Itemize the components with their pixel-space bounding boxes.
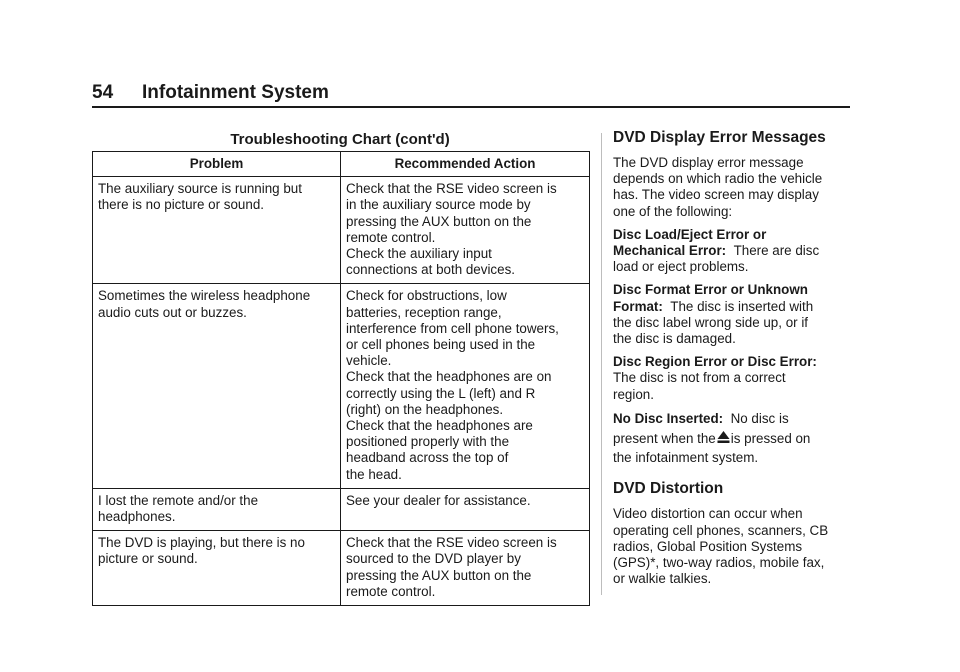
text-line: headphones.: [98, 509, 176, 525]
error-desc: the disc label wrong side up, or if: [613, 314, 809, 330]
text-line: or cell phones being used in the: [346, 337, 536, 353]
text-line: picture or sound.: [98, 551, 198, 567]
text-line: in the auxiliary source mode by: [346, 197, 531, 213]
eject-icon: [717, 430, 730, 449]
table-header-row: [93, 152, 590, 177]
text-line: audio cuts out or buzzes.: [98, 304, 247, 320]
text-line: positioned properly with the: [346, 434, 510, 450]
error-term: Disc Format Error or Unknown: [613, 282, 808, 298]
column-divider: [601, 133, 602, 595]
text-line: one of the following:: [613, 203, 733, 219]
text-line: operating cell phones, scanners, CB: [613, 522, 829, 538]
text-line: pressing the AUX button on the: [346, 213, 532, 229]
text-line: depends on which radio the vehicle: [613, 171, 823, 187]
problem-cell: [93, 177, 341, 284]
text-line: remote control.: [346, 229, 436, 245]
chart-title: Troubleshooting Chart (cont'd): [230, 131, 450, 148]
error-item-format: [613, 282, 863, 347]
text-line: See your dealer for assistance.: [346, 492, 531, 508]
problem-cell: [93, 284, 341, 488]
text-line: Check that the headphones are on: [346, 369, 552, 385]
error-item-load-eject: [613, 227, 863, 276]
text-line: Sometimes the wireless headphone: [98, 288, 311, 304]
error-desc: present when the: [613, 431, 716, 447]
action-cell: [341, 284, 590, 488]
error-desc: the disc is damaged.: [613, 331, 736, 347]
error-item-region: [613, 354, 863, 403]
action-cell: [341, 488, 590, 530]
page-header: [92, 82, 850, 108]
error-term: Format:: [613, 298, 663, 314]
text-line: (GPS)*, two-way radios, mobile fax,: [613, 554, 825, 570]
text-line: (right) on the headphones.: [346, 401, 504, 417]
text-line: vehicle.: [346, 353, 392, 369]
troubleshooting-table: [92, 151, 590, 606]
text-line: remote control.: [346, 583, 436, 599]
text-line: interference from cell phone towers,: [346, 320, 559, 336]
error-desc: load or eject problems.: [613, 259, 749, 275]
text-line: Video distortion can occur when: [613, 506, 803, 522]
error-desc: There are disc: [733, 243, 820, 259]
text-line: sourced to the DVD player by: [346, 551, 521, 567]
error-term: Mechanical Error:: [613, 243, 727, 259]
error-desc: No disc is: [730, 410, 789, 426]
page-number: 54: [92, 82, 114, 103]
error-term: Disc Region Error or Disc Error:: [613, 354, 817, 370]
text-line: has. The video screen may display: [613, 187, 819, 203]
dvd-distortion-body: [613, 506, 863, 587]
problem-cell: [93, 531, 341, 606]
text-line: radios, Global Position Systems: [613, 538, 803, 554]
text-line: pressing the AUX button on the: [346, 567, 532, 583]
error-desc: the infotainment system.: [613, 449, 759, 465]
error-term: Disc Load/Eject Error or: [613, 226, 767, 242]
text-line: The DVD display error message: [613, 155, 804, 170]
error-item-no-disc: [613, 410, 863, 467]
text-line: batteries, reception range,: [346, 304, 502, 320]
error-term: No Disc Inserted:: [613, 410, 724, 426]
section-title: Infotainment System: [142, 82, 329, 103]
table-row: [93, 177, 590, 284]
text-line: there is no picture or sound.: [98, 197, 264, 213]
error-desc: The disc is not from a correct: [613, 370, 786, 386]
table-row: [93, 284, 590, 488]
dvd-errors-heading: DVD Display Error Messages: [613, 129, 826, 146]
table-row: [93, 488, 590, 530]
text-line: The DVD is playing, but there is no: [98, 535, 305, 551]
dvd-distortion-heading: DVD Distortion: [613, 480, 724, 498]
action-cell: [341, 531, 590, 606]
text-line: Check that the headphones are: [346, 418, 533, 434]
error-desc: region.: [613, 386, 654, 402]
error-desc: is pressed on: [730, 431, 811, 447]
dvd-errors-intro: [613, 155, 863, 220]
table-row: [93, 531, 590, 606]
text-line: Check that the RSE video screen is: [346, 181, 557, 197]
right-column: [613, 128, 863, 587]
text-line: correctly using the L (left) and R: [346, 385, 536, 401]
text-line: I lost the remote and/or the: [98, 492, 259, 508]
text-line: headband across the top of: [346, 450, 509, 466]
text-line: The auxiliary source is running but: [98, 181, 302, 197]
error-desc: The disc is inserted with: [670, 298, 814, 314]
action-cell: [341, 177, 590, 284]
text-line: Check for obstructions, low: [346, 288, 507, 304]
text-line: Check that the RSE video screen is: [346, 535, 557, 551]
text-line: the head.: [346, 466, 402, 482]
problem-cell: [93, 488, 341, 530]
text-line: or walkie talkies.: [613, 571, 712, 587]
text-line: Check the auxiliary input: [346, 246, 492, 262]
column-header-problem: Problem: [93, 152, 341, 177]
text-line: connections at both devices.: [346, 262, 515, 278]
column-header-action: Recommended Action: [341, 152, 590, 177]
